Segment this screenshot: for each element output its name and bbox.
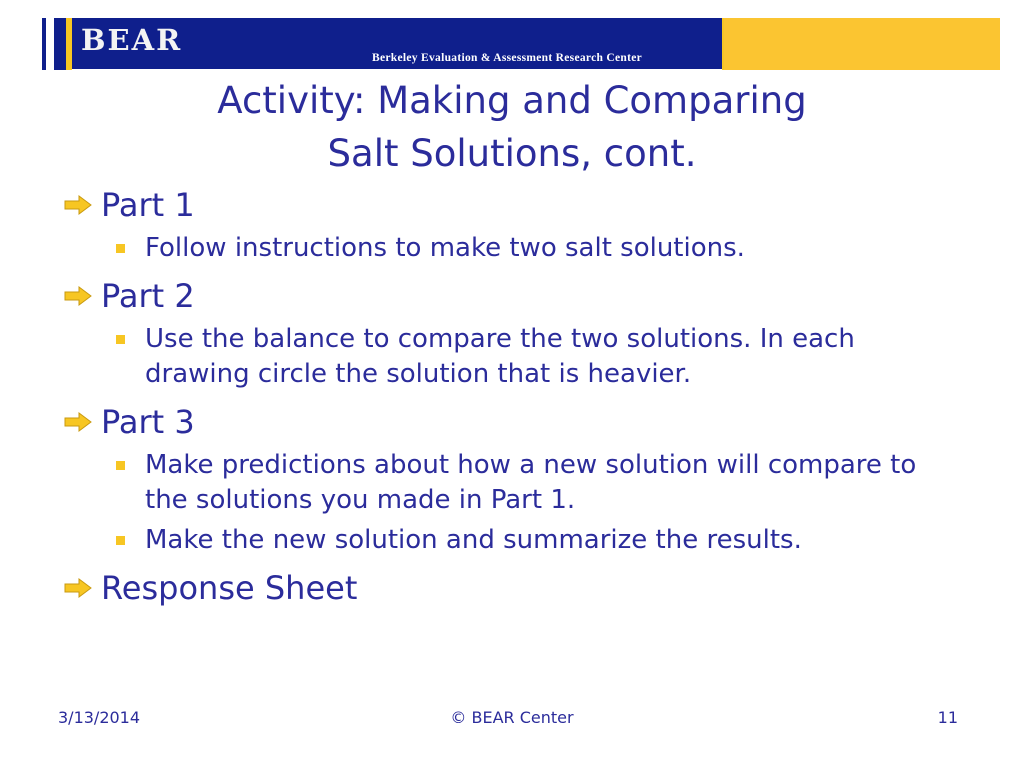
list-item-text: Make the new solution and summarize the results. <box>145 525 802 555</box>
header-banner <box>0 0 1024 72</box>
section-part-2 <box>64 275 964 392</box>
section-heading-text: Part 3 <box>101 403 195 441</box>
section-heading-text: Part 2 <box>101 277 195 315</box>
list-item-text: Use the balance to compare the two solutions. In each drawing circle the solution that is heavier. <box>145 324 855 389</box>
slide-content <box>64 184 964 609</box>
section-heading <box>64 401 964 443</box>
banner-subtitle: Berkeley Evaluation & Assessment Research Center <box>372 52 643 64</box>
right-arrow-icon <box>64 412 92 432</box>
footer-page-number: 11 <box>937 708 958 727</box>
list-item-text: Make predictions about how a new solution will compare to the solutions you made in Part 1. <box>145 450 917 515</box>
banner-accent-bar <box>42 18 46 70</box>
section-response-sheet <box>64 567 964 609</box>
list-item <box>64 322 964 392</box>
right-arrow-icon <box>64 578 92 598</box>
square-bullet-icon <box>116 536 125 545</box>
section-heading <box>64 275 964 317</box>
footer-copyright: © BEAR Center <box>450 708 574 727</box>
list-item-text: Follow instructions to make two salt solutions. <box>145 233 745 263</box>
footer-date: 3/13/2014 <box>58 708 141 727</box>
list-item <box>64 231 964 266</box>
list-item <box>64 448 964 518</box>
section-part-1 <box>64 184 964 266</box>
slide-title-line-2: Salt Solutions, cont. <box>327 132 697 175</box>
right-arrow-icon <box>64 195 92 215</box>
section-heading-text: Response Sheet <box>101 569 358 607</box>
square-bullet-icon <box>116 335 125 344</box>
slide-title <box>0 74 1024 180</box>
square-bullet-icon <box>116 244 125 253</box>
banner-rule <box>72 69 722 71</box>
list-item <box>64 523 964 558</box>
banner-gold-panel <box>724 18 1000 70</box>
section-part-3 <box>64 401 964 558</box>
slide-title-line-1: Activity: Making and Comparing <box>217 79 807 122</box>
section-heading <box>64 184 964 226</box>
square-bullet-icon <box>116 461 125 470</box>
right-arrow-icon <box>64 286 92 306</box>
banner-accent-bar <box>54 18 66 70</box>
section-heading-text: Part 1 <box>101 186 195 224</box>
bear-logo: BEAR <box>81 23 183 57</box>
section-heading <box>64 567 964 609</box>
